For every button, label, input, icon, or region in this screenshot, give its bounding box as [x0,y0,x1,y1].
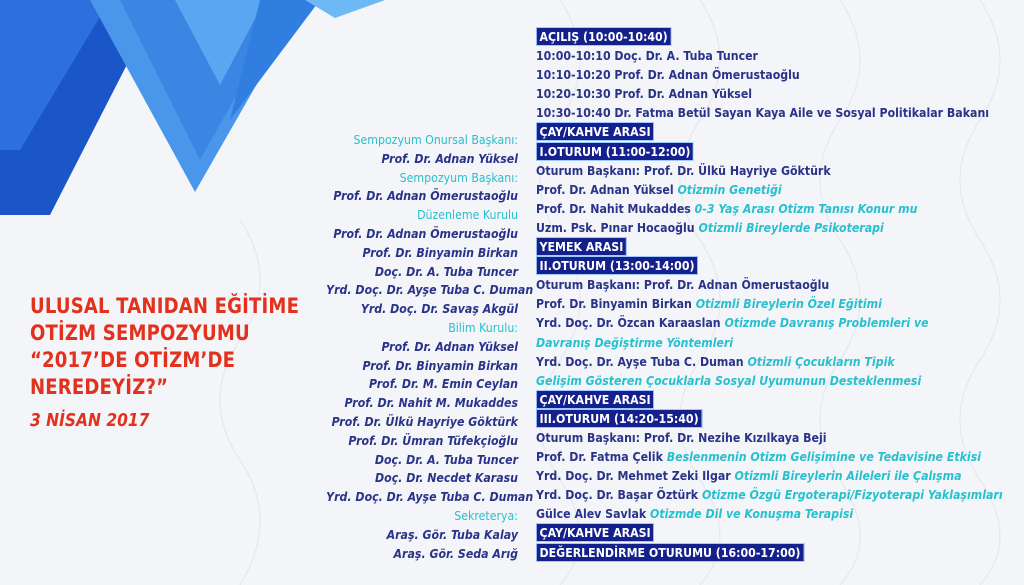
program-item [536,352,950,371]
program-item [536,275,950,294]
committee-member: Yrd. Doç. Dr. Savaş Akgül [360,301,518,317]
committee-member: Doç. Dr. A. Tuba Tuncer [374,451,518,467]
talk-topic: Otizmli Bireylerin Özel Eğitimi [695,296,882,312]
session-header [536,142,950,161]
speaker-name: Yrd. Doç. Dr. Özcan Karaaslan [536,315,721,331]
talk-topic: Otizmli Çocukların Tipik [747,353,895,369]
speaker-name: Yrd. Doç. Dr. Ayşe Tuba C. Duman [536,353,744,369]
session-header-label: AÇILIŞ (10:00-10:40) [536,27,671,46]
program-item [536,333,950,352]
talk-topic: Otizmli Bireylerin Aileleri ile Çalışma [734,468,962,484]
speaker-name: 10:20-10:30 Prof. Dr. Adnan Yüksel [536,86,753,102]
speaker-name: Yrd. Doç. Dr. Başar Öztürk [536,487,699,503]
committee-member: Prof. Dr. Binyamin Birkan [362,357,518,373]
committee-member: Prof. Dr. Adnan Ömerustaoğlu [333,225,518,241]
speaker-name: Oturum Başkanı: Prof. Dr. Adnan Ömerustaoğlu [536,277,830,293]
event-title [30,293,310,431]
committee-member: Araş. Gör. Tuba Kalay [386,526,518,542]
speaker-name: 10:10-10:20 Prof. Dr. Adnan Ömerustaoğlu [536,67,800,83]
talk-topic: Davranış Değiştirme Yöntemleri [536,334,734,350]
speaker-name: Prof. Dr. Binyamin Birkan [536,296,692,312]
talk-topic: Otizmli Bireylerde Psikoterapi [698,219,884,235]
speaker-name: Gülce Alev Savlak [536,506,647,522]
speaker-name: Oturum Başkanı: Prof. Dr. Ülkü Hayriye Göktürk [536,162,831,178]
talk-topic: Beslenmenin Otizm Gelişimine ve Tedavisine Etkisi [666,449,982,465]
program-item [536,199,950,218]
program-item [536,313,950,332]
title-line-4: NEREDEYİZ?” [30,375,169,399]
committee-member: Araş. Gör. Seda Arığ [393,545,518,561]
committee-list [300,131,534,563]
speaker-name: Oturum Başkanı: Prof. Dr. Nezihe Kızılkaya Beji [536,429,827,445]
session-header [536,409,950,428]
talk-topic: Gelişim Gösteren Çocuklarla Sosyal Uyumunun Desteklenmesi [536,372,922,388]
committee-member: Prof. Dr. M. Emin Ceylan [369,376,518,392]
event-date: 3 NİSAN 2017 [30,410,150,431]
session-header [536,122,950,141]
program-item [536,371,950,390]
program-item [536,65,950,84]
program-item [536,218,950,237]
committee-member: Yrd. Doç. Dr. Ayşe Tuba C. Duman [326,489,534,505]
program-item [536,180,950,199]
committee-heading: Sempozyum Onursal Başkanı: [353,132,518,147]
session-header-label: II.OTURUM (13:00-14:00) [536,256,698,275]
speaker-name: Prof. Dr. Fatma Çelik [536,449,663,465]
committee-member: Prof. Dr. Nahit M. Mukaddes [344,395,518,411]
session-header [536,390,950,409]
committee-heading: Sekreterya: [454,507,518,523]
title-line-1: ULUSAL TANIDAN EĞİTİME [30,294,300,318]
committee-member: Prof. Dr. Adnan Yüksel [381,150,518,166]
committee-member: Prof. Dr. Ümran Tüfekçioğlu [348,432,518,448]
session-header [536,237,950,256]
session-header-label: DEĞERLENDİRME OTURUMU (16:00-17:00) [536,543,804,562]
speaker-name: Prof. Dr. Adnan Yüksel [536,181,674,197]
program-item [536,466,962,485]
committee-member: Prof. Dr. Ülkü Hayriye Göktürk [331,413,518,429]
talk-topic: Otizmin Genetiği [677,181,782,197]
session-header-label: I.OTURUM (11:00-12:00) [536,142,694,161]
committee-heading: Bilim Kurulu: [448,319,518,335]
program-schedule [536,27,1006,562]
talk-topic: Otizmde Davranış Problemleri ve [724,315,929,331]
committee-member: Prof. Dr. Binyamin Birkan [362,244,518,260]
title-line-3: “2017’DE OTİZM’DE [30,348,236,372]
session-header [536,256,950,275]
speaker-name: Yrd. Doç. Dr. Mehmet Zeki Ilgar [536,468,731,484]
committee-member: Prof. Dr. Adnan Yüksel [381,338,518,354]
talk-topic: Otizmde Dil ve Konuşma Terapisi [650,506,854,522]
program-item [536,103,990,122]
talk-topic: 0-3 Yaş Arası Otizm Tanısı Konur mu [694,200,918,216]
program-item [536,485,1003,504]
session-header-label: ÇAY/KAHVE ARASI [536,390,654,409]
session-header [536,27,950,46]
committee-member: Doç. Dr. A. Tuba Tuncer [374,263,518,279]
session-header-label: YEMEK ARASI [536,237,627,256]
program-item [536,428,950,447]
speaker-name: Uzm. Psk. Pınar Hocaoğlu [536,219,695,235]
committee-member: Yrd. Doç. Dr. Ayşe Tuba C. Duman [326,282,534,298]
program-item [536,161,950,180]
session-header-label: ÇAY/KAHVE ARASI [536,122,654,141]
committee-member: Doç. Dr. Necdet Karasu [375,470,518,486]
committee-member: Prof. Dr. Adnan Ömerustaoğlu [333,188,518,204]
title-line-2: OTİZM SEMPOZYUMU [30,321,250,345]
talk-topic: Otizme Özgü Ergoterapi/Fizyoterapi Yaklaşımları [701,487,1003,503]
session-header [536,523,950,542]
speaker-name: Prof. Dr. Nahit Mukaddes [536,200,691,216]
program-item [536,504,950,523]
program-item [536,46,950,65]
speaker-name: 10:00-10:10 Doç. Dr. A. Tuba Tuncer [536,48,758,64]
session-header-label: III.OTURUM (14:20-15:40) [536,409,702,428]
committee-heading: Düzenleme Kurulu [417,207,518,223]
committee-heading: Sempozyum Başkanı: [399,169,518,185]
speaker-name: 10:30-10:40 Dr. Fatma Betül Sayan Kaya Aile ve Sosyal Politikalar Bakanı [536,105,990,121]
program-item [536,447,982,466]
program-item [536,294,950,313]
program-item [536,84,950,103]
session-header [536,543,950,562]
session-header-label: ÇAY/KAHVE ARASI [536,523,654,542]
